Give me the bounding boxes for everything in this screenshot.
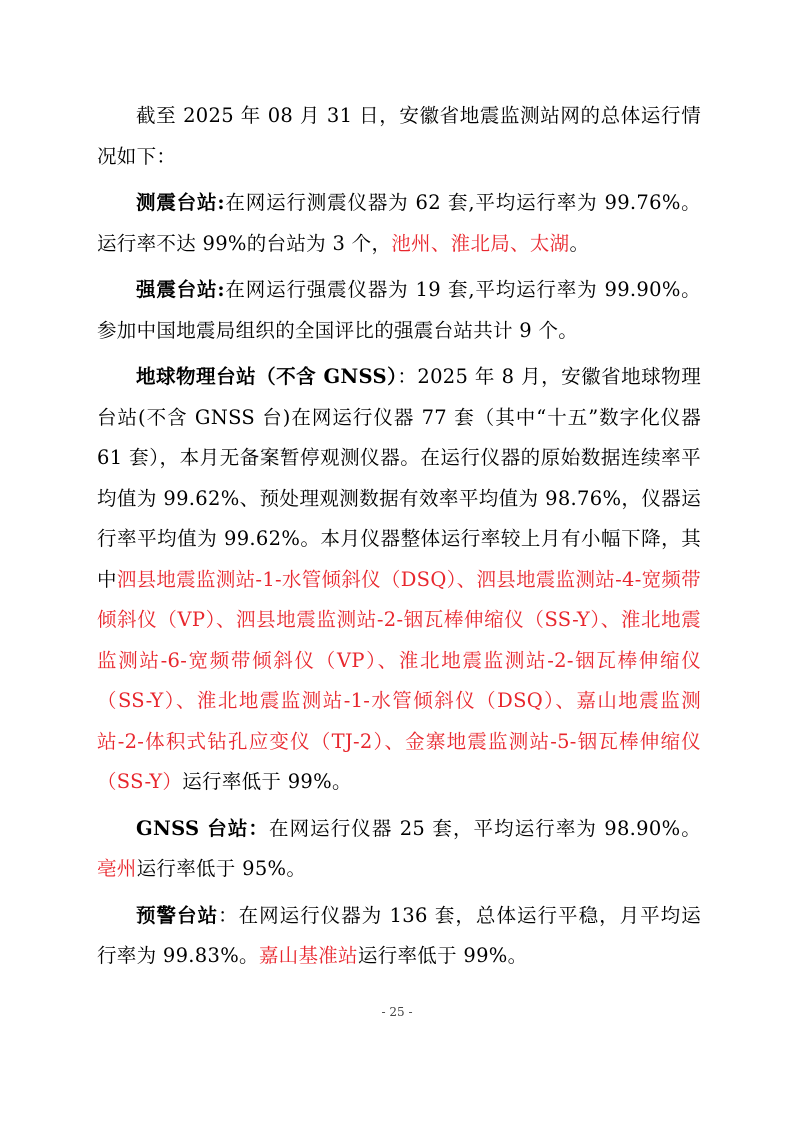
intro-paragraph: [97, 96, 701, 177]
seismic-end: 。: [569, 231, 590, 255]
gnss-end: 运行率低于 95%。: [136, 857, 307, 880]
geophysics-text: ：2025 年 8 月，安徽省地球物理台站(不含 GNSS 台)在网运行仪器 77 套（其中“十五”数字化仪器 61 套），本月无备案暂停观测仪器。在运行仪器的原始数据连续率平均值为 99.62%、预处理观测数据有效率平均值为 98.76%，仪器运行率平均值为 99.62%。本月仪器整体运行率较上月有小幅下降，其中: [97, 365, 701, 591]
seismic-title: 测震台站:: [136, 191, 225, 214]
gnss-title: GNSS 台站：: [136, 816, 269, 840]
geophysics-paragraph: [97, 357, 701, 803]
document-body: [97, 96, 701, 983]
seismic-text: 在网运行测震仪器为 62 套,平均运行率为 99.76%。运行率不达 99%的台站为 3 个，: [97, 191, 701, 255]
gnss-station: 亳州: [97, 857, 137, 880]
seismic-paragraph: [97, 183, 701, 264]
strong-paragraph: [97, 270, 701, 351]
warning-paragraph: [97, 896, 701, 977]
seismic-stations: 池州、淮北局、太湖: [391, 231, 570, 255]
intro-text: 截至 2025 年 08 月 31 日，安徽省地震监测站网的总体运行情况如下：: [97, 104, 701, 168]
strong-text: 在网运行强震仪器为 19 套,平均运行率为 99.90%。参加中国地震局组织的全国评比的强震台站共计 9 个。: [97, 278, 701, 342]
geophysics-title: 地球物理台站（不含 GNSS）: [136, 365, 398, 388]
gnss-text: 在网运行仪器 25 套，平均运行率为 98.90%。: [269, 816, 701, 840]
geophysics-end: 运行率低于 99%。: [182, 770, 352, 793]
warning-end: 运行率低于 99%。: [357, 944, 528, 967]
gnss-paragraph: [97, 809, 701, 890]
geophysics-stations: 泗县地震监测站-1-水管倾斜仪（DSQ）、泗县地震监测站-4-宽频带倾斜仪（VP）、泗县地震监测站-2-铟瓦棒伸缩仪（SS-Y）、淮北地震监测站-6-宽频带倾斜仪（VP）、淮北地震监测站-2-铟瓦棒伸缩仪（SS-Y）、淮北地震监测站-1-水管倾斜仪（DSQ）、嘉山地震监测站-2-体积式钻孔应变仪（TJ-2）、金寨地震监测站-5-铟瓦棒伸缩仪（SS-Y）: [97, 567, 701, 793]
strong-title: 强震台站:: [136, 278, 225, 301]
warning-title: 预警台站: [136, 903, 219, 927]
warning-station: 嘉山基准站: [258, 944, 358, 967]
warning-text: ：在网运行仪器为 136 套，总体运行平稳，月平均运行率为 99.83%。: [97, 903, 701, 967]
page-number: - 25 -: [381, 1005, 413, 1019]
